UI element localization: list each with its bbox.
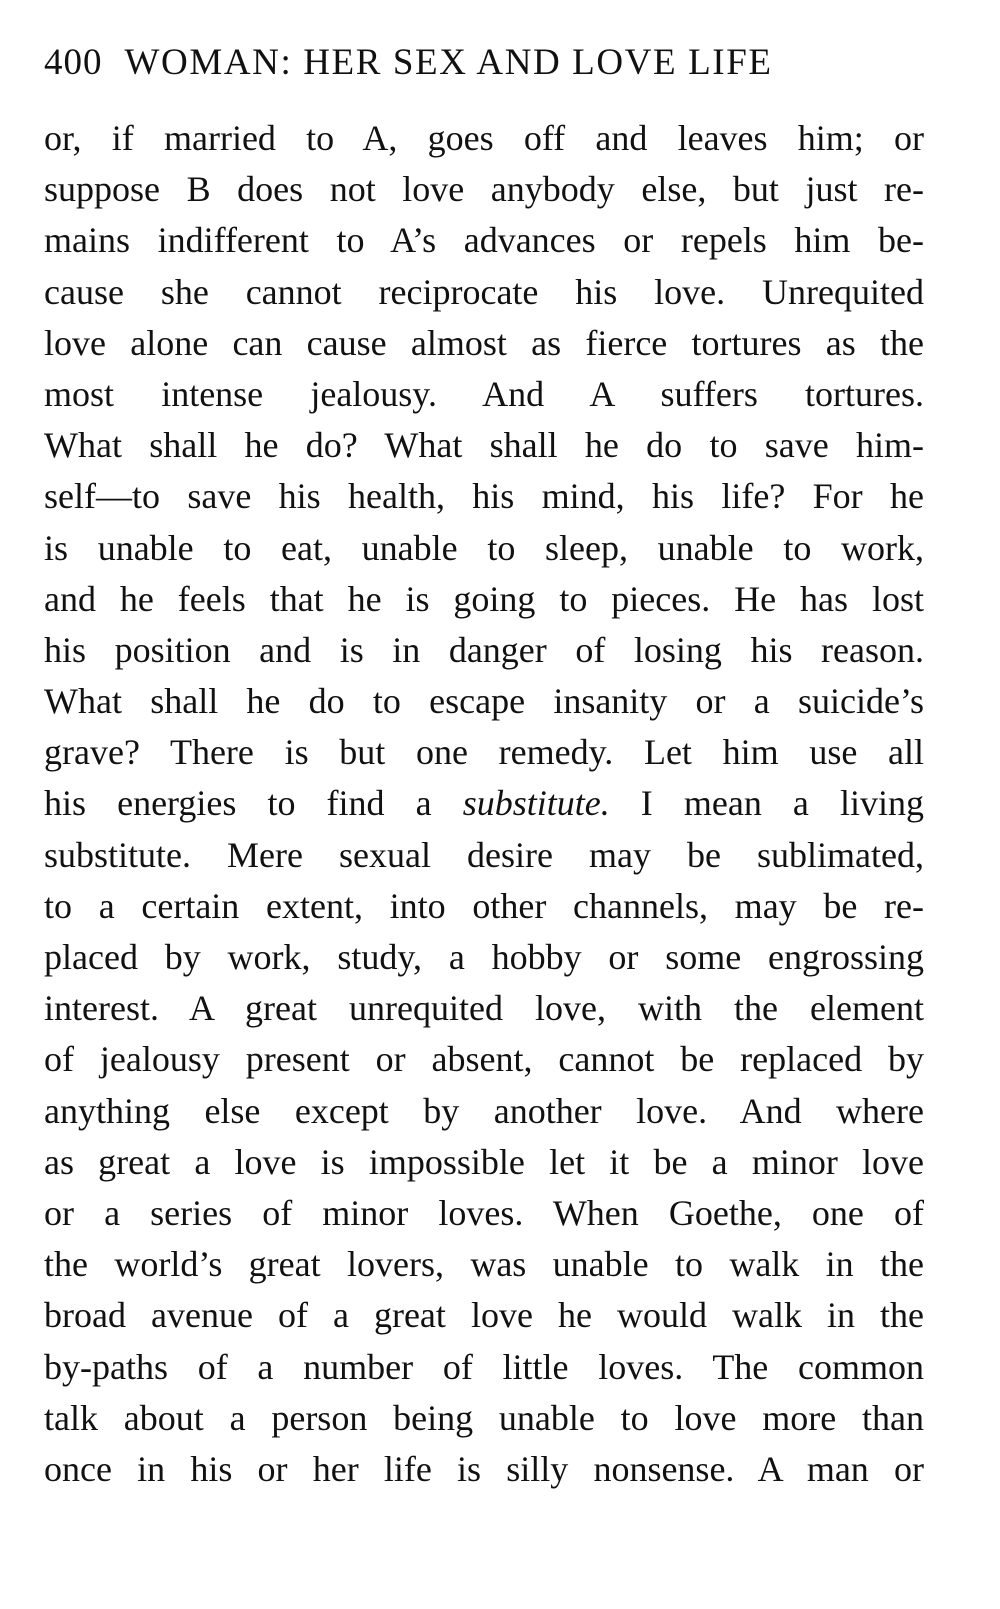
text-line: is unable to eat, unable to sleep, unable to work, [44,527,924,568]
text-line: to a certain extent, into other channels, may be re- [44,885,924,926]
text-line: love alone can cause almost as fierce tortures as the [44,322,924,363]
text-line: broad avenue of a great love he would walk in the [44,1295,924,1336]
text-line: grave? There is but one remedy. Let him use all [44,732,924,773]
page-number: 400 [44,42,103,83]
text-line: as great a love is impossible let it be a minor love [44,1141,924,1182]
text-line: suppose B does not love anybody else, but just re- [44,169,924,210]
text-line: placed by work, study, a hobby or some engrossing [44,937,924,977]
text-line: of jealousy present or absent, cannot be replaced by [44,1039,924,1080]
text-line-with-italic [44,778,924,829]
text-line: substitute. Mere sexual desire may be sublimated, [44,834,924,875]
running-title: WOMAN: HER SEX AND LOVE LIFE [124,42,773,83]
text-line: his position and is in danger of losing his reason. [44,629,924,670]
text-line: mains indifferent to A’s advances or repels him be- [44,220,924,261]
text-line: anything else except by another love. And where [44,1090,924,1131]
text-line: cause she cannot reciprocate his love. Unrequited [44,271,924,312]
text-line: self—to save his health, his mind, his life? For he [44,476,924,517]
running-head [44,38,924,88]
text-line: What shall he do? What shall he do to save him- [44,425,924,466]
text-line: interest. A great unrequited love, with the element [44,988,924,1029]
text-line: once in his or her life is silly nonsense. A man or [44,1448,924,1489]
text-line: or, if married to A, goes off and leaves him; or [44,118,924,158]
text-line: What shall he do to escape insanity or a suicide’s [44,681,924,722]
text-line: talk about a person being unable to love more than [44,1397,924,1438]
text-line: the world’s great lovers, was unable to walk in the [44,1244,924,1285]
text-line: and he feels that he is going to pieces. He has lost [44,578,924,619]
text-line: most intense jealousy. And A suffers tortures. [44,373,924,414]
text-segment: I mean a living [609,783,924,824]
italic-emphasis: substitute. [462,783,610,824]
body-text [44,113,924,1495]
text-segment: his energies to find a [44,783,463,824]
text-line: or a series of minor loves. When Goethe, one of [44,1192,924,1233]
text-line: by-paths of a number of little loves. The common [44,1346,924,1387]
